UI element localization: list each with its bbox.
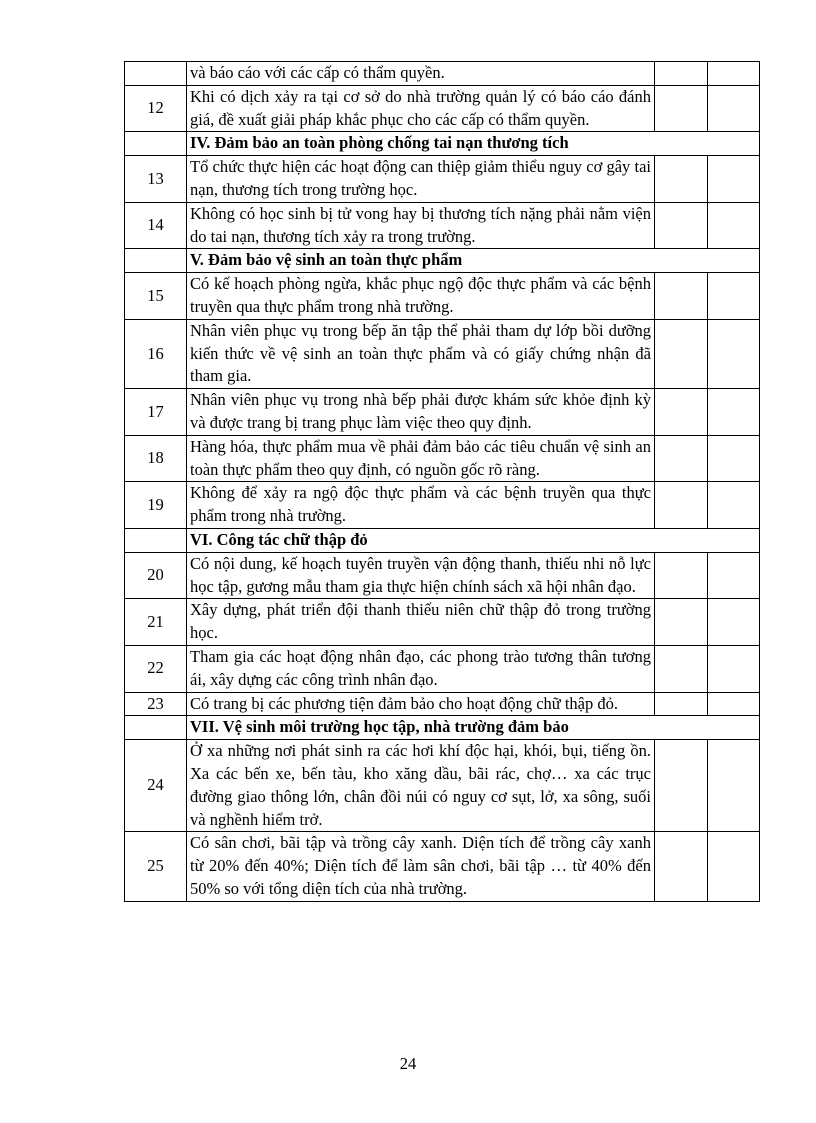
evaluation-cell: [655, 62, 708, 86]
evaluation-cell: [655, 273, 708, 320]
evaluation-cell: [655, 692, 708, 716]
section-title: VI. Công tác chữ thập đỏ: [187, 528, 760, 552]
table-row: [125, 62, 760, 86]
criterion-cell: Có trang bị các phương tiện đảm bảo cho hoạt động chữ thập đỏ.: [187, 692, 655, 716]
row-number-cell: 22: [125, 645, 187, 692]
row-number-cell: 19: [125, 482, 187, 529]
criterion-cell: Nhân viên phục vụ trong bếp ăn tập thể phải tham dự lớp bồi dưỡng kiến thức về vệ sinh an toàn thực phẩm và có giấy chứng nhận đã tham gia.: [187, 319, 655, 388]
criterion-cell: Không có học sinh bị tử vong hay bị thương tích nặng phải nằm viện do tai nạn, thương tích xảy ra trong trường.: [187, 202, 655, 249]
note-cell: [708, 156, 760, 203]
row-number-cell: 25: [125, 832, 187, 901]
evaluation-cell: [655, 319, 708, 388]
note-cell: [708, 832, 760, 901]
note-cell: [708, 552, 760, 599]
evaluation-cell: [655, 435, 708, 482]
criterion-cell: và báo cáo với các cấp có thẩm quyền.: [187, 62, 655, 86]
table-row: [125, 552, 760, 599]
note-cell: [708, 319, 760, 388]
row-number-cell: 23: [125, 692, 187, 716]
table-row: [125, 832, 760, 901]
criterion-cell: Có sân chơi, bãi tập và trồng cây xanh. Diện tích để trồng cây xanh từ 20% đến 40%; Diện tích để làm sân chơi, bãi tập … từ 40% đến 50% so với tổng diện tích của nhà trường.: [187, 832, 655, 901]
section-title: V. Đảm bảo vệ sinh an toàn thực phẩm: [187, 249, 760, 273]
criterion-cell: Ở xa những nơi phát sinh ra các hơi khí độc hại, khói, bụi, tiếng ồn. Xa các bến xe, bến tàu, kho xăng dầu, bãi rác, chợ… xa các trục đường giao thông lớn, chân đồi núi có nguy cơ sụt, lở, xa sông, suối và nghềnh hiểm trở.: [187, 740, 655, 832]
table-row: [125, 740, 760, 832]
table-row: [125, 273, 760, 320]
note-cell: [708, 599, 760, 646]
note-cell: [708, 389, 760, 436]
evaluation-cell: [655, 740, 708, 832]
table-row: [125, 156, 760, 203]
criterion-cell: Hàng hóa, thực phẩm mua về phải đảm bảo các tiêu chuẩn vệ sinh an toàn thực phẩm theo quy định, có nguồn gốc rõ ràng.: [187, 435, 655, 482]
criterion-cell: Xây dựng, phát triển đội thanh thiếu niên chữ thập đỏ trong trường học.: [187, 599, 655, 646]
criterion-cell: Có nội dung, kế hoạch tuyên truyền vận động thanh, thiếu nhi nỗ lực học tập, gương mẫu tham gia thực hiện chính sách xã hội nhân đạo.: [187, 552, 655, 599]
table-row: [125, 482, 760, 529]
row-number-cell: 12: [125, 85, 187, 132]
evaluation-cell: [655, 202, 708, 249]
row-number-cell: 13: [125, 156, 187, 203]
row-number-cell: [125, 249, 187, 273]
table-row: [125, 389, 760, 436]
criterion-cell: Tham gia các hoạt động nhân đạo, các phong trào tương thân tương ái, xây dựng các công trình nhân đạo.: [187, 645, 655, 692]
row-number-cell: 24: [125, 740, 187, 832]
evaluation-cell: [655, 156, 708, 203]
section-header-row: [125, 716, 760, 740]
evaluation-cell: [655, 645, 708, 692]
evaluation-cell: [655, 599, 708, 646]
row-number-cell: 17: [125, 389, 187, 436]
row-number-cell: 14: [125, 202, 187, 249]
criterion-cell: Khi có dịch xảy ra tại cơ sở do nhà trường quản lý có báo cáo đánh giá, đề xuất giải pháp khắc phục cho các cấp có thẩm quyền.: [187, 85, 655, 132]
table-row: [125, 202, 760, 249]
row-number-cell: 18: [125, 435, 187, 482]
table-row: [125, 435, 760, 482]
evaluation-cell: [655, 552, 708, 599]
table-row: [125, 319, 760, 388]
row-number-cell: 16: [125, 319, 187, 388]
row-number-cell: [125, 132, 187, 156]
section-header-row: [125, 132, 760, 156]
note-cell: [708, 62, 760, 86]
row-number-cell: [125, 62, 187, 86]
note-cell: [708, 482, 760, 529]
note-cell: [708, 692, 760, 716]
criterion-cell: Không để xảy ra ngộ độc thực phẩm và các bệnh truyền qua thực phẩm trong nhà trường.: [187, 482, 655, 529]
criterion-cell: Có kế hoạch phòng ngừa, khắc phục ngộ độc thực phẩm và các bệnh truyền qua thực phẩm trong nhà trường.: [187, 273, 655, 320]
row-number-cell: 20: [125, 552, 187, 599]
row-number-cell: 15: [125, 273, 187, 320]
note-cell: [708, 85, 760, 132]
row-number-cell: 21: [125, 599, 187, 646]
table-row: [125, 85, 760, 132]
evaluation-cell: [655, 389, 708, 436]
evaluation-cell: [655, 482, 708, 529]
table-row: [125, 692, 760, 716]
note-cell: [708, 645, 760, 692]
section-title: VII. Vệ sinh môi trường học tập, nhà trường đảm bảo: [187, 716, 760, 740]
criterion-cell: Nhân viên phục vụ trong nhà bếp phải được khám sức khỏe định kỳ và được trang bị trang phục làm việc theo quy định.: [187, 389, 655, 436]
table-row: [125, 599, 760, 646]
row-number-cell: [125, 716, 187, 740]
note-cell: [708, 273, 760, 320]
section-header-row: [125, 528, 760, 552]
table-row: [125, 645, 760, 692]
note-cell: [708, 202, 760, 249]
evaluation-cell: [655, 832, 708, 901]
section-header-row: [125, 249, 760, 273]
section-title: IV. Đảm bảo an toàn phòng chống tai nạn thương tích: [187, 132, 760, 156]
page-number: 24: [399, 1054, 417, 1073]
criteria-table: [124, 61, 760, 902]
note-cell: [708, 740, 760, 832]
note-cell: [708, 435, 760, 482]
row-number-cell: [125, 528, 187, 552]
criterion-cell: Tổ chức thực hiện các hoạt động can thiệp giảm thiểu nguy cơ gây tai nạn, thương tích trong trường học.: [187, 156, 655, 203]
evaluation-cell: [655, 85, 708, 132]
